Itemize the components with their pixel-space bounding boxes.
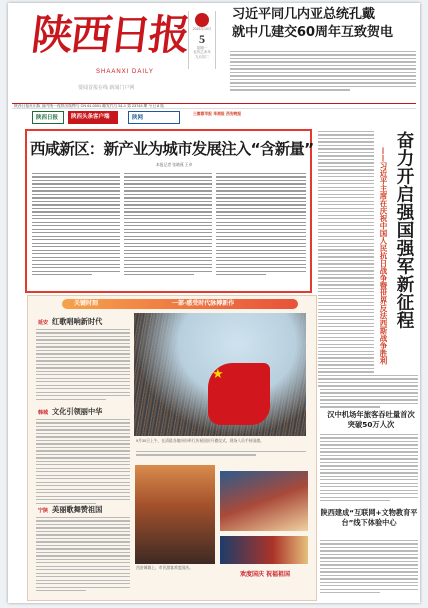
issue-weekday: 星期一 — [196, 45, 208, 50]
dance-photo[interactable] — [220, 471, 308, 531]
ad-app[interactable]: 陕西头条客户端 — [68, 111, 118, 124]
main-photo-caption: 9月30日上午，在清晨各地纷纷举行庆祝国庆升旗仪式，现场人员手持国旗。 — [136, 439, 264, 443]
city-wall-photo[interactable] — [135, 465, 215, 564]
lead-column-2 — [124, 173, 212, 278]
newspaper-logo[interactable]: 陕西日报 — [29, 11, 191, 59]
top-article-body — [230, 51, 418, 95]
section-yanan-body — [36, 329, 130, 402]
issue-day: 5 — [199, 31, 205, 46]
section-hancheng-heading: 文化引领丽中华 — [52, 407, 103, 416]
section-hancheng-title[interactable] — [38, 407, 102, 417]
flag-ceremony-photo[interactable] — [134, 313, 306, 436]
ad-strip — [32, 111, 362, 125]
feature-banner-left: 关键时刻 — [74, 300, 99, 307]
cultural-relics-headline[interactable]: 陕西建成“互联网+文物教育平台”线下体验中心 — [320, 508, 418, 527]
ad-partner-papers[interactable]: 三秦都市报 华商报 西安晚报 — [193, 111, 242, 116]
section-yanan-place: 延安 — [38, 320, 49, 326]
star-icon: ★ — [212, 366, 224, 381]
masthead-slogans: 要闻首报在线 新闻门户网 — [78, 85, 135, 91]
cultural-relics-body — [320, 540, 418, 596]
section-ningshan-body — [36, 517, 130, 594]
section-ningshan-place: 宁陕 — [38, 508, 49, 514]
right-article-continued — [320, 375, 418, 410]
section-yanan-heading: 红歌唱响新时代 — [52, 317, 103, 326]
performance-photo[interactable] — [220, 536, 308, 564]
lunar-date: 九月初二 — [195, 54, 209, 59]
section-yanan-title[interactable] — [38, 317, 102, 327]
section-ningshan-heading: 美丽歌舞赞祖国 — [52, 505, 103, 514]
national-flag-icon — [208, 363, 270, 425]
feature-footer: 欢度国庆 祝福祖国 — [239, 571, 291, 578]
masthead — [8, 3, 420, 103]
city-wall-caption: 西安城墙上，市民游客欢度国庆。 — [136, 566, 193, 570]
lunar-year: 农历乙未年 — [193, 50, 211, 54]
feature-banner-right: 一部·感受时代脉搏新作 — [172, 300, 235, 307]
lead-byline: 本报记者 张晓燕 王卓 — [156, 163, 193, 167]
vertical-subhead: ——习近平主席在庆祝中国人民抗日战争暨世界反法西斯战争胜利 — [379, 147, 388, 365]
right-article-body — [318, 131, 374, 389]
issue-info — [188, 11, 216, 69]
issue-date: 2015年10月 — [192, 27, 212, 31]
section-ningshan-title[interactable] — [38, 505, 102, 515]
ad-shaanxi-daily[interactable]: 陕西日报 — [32, 111, 64, 124]
publication-info-bar: 陕西日报社出版 国内统一连续出版物号 CN 61-0001 邮发代号 51-1 第 23743 期 今日 8 版 — [12, 103, 416, 109]
lead-column-3 — [216, 173, 306, 278]
emblem-icon — [195, 13, 209, 27]
vertical-headline[interactable]: 奋力开启强国强军新征程 — [394, 131, 414, 329]
top-headline[interactable] — [232, 6, 418, 50]
photo-caption-extra — [136, 451, 306, 458]
feature-banner — [62, 299, 298, 309]
airport-article-body — [320, 434, 418, 504]
top-headline-line: 就中几建交60周年互致贺电 — [232, 25, 393, 40]
lead-column-1 — [32, 173, 120, 278]
section-hancheng-body — [36, 419, 130, 506]
airport-headline[interactable]: 汉中机场年旅客吞吐量首次突破50万人次 — [327, 410, 415, 429]
ad-shaanwang[interactable]: 陕网 — [128, 111, 180, 124]
newspaper-page — [8, 3, 420, 603]
top-headline-line: 习近平同几内亚总统孔戴 — [232, 7, 375, 22]
logo-pinyin: SHAANXI DAILY — [96, 69, 154, 75]
section-hancheng-place: 韩城 — [38, 410, 49, 416]
lead-headline[interactable]: 西咸新区：新产业为城市发展注入“含新量” — [30, 140, 314, 158]
